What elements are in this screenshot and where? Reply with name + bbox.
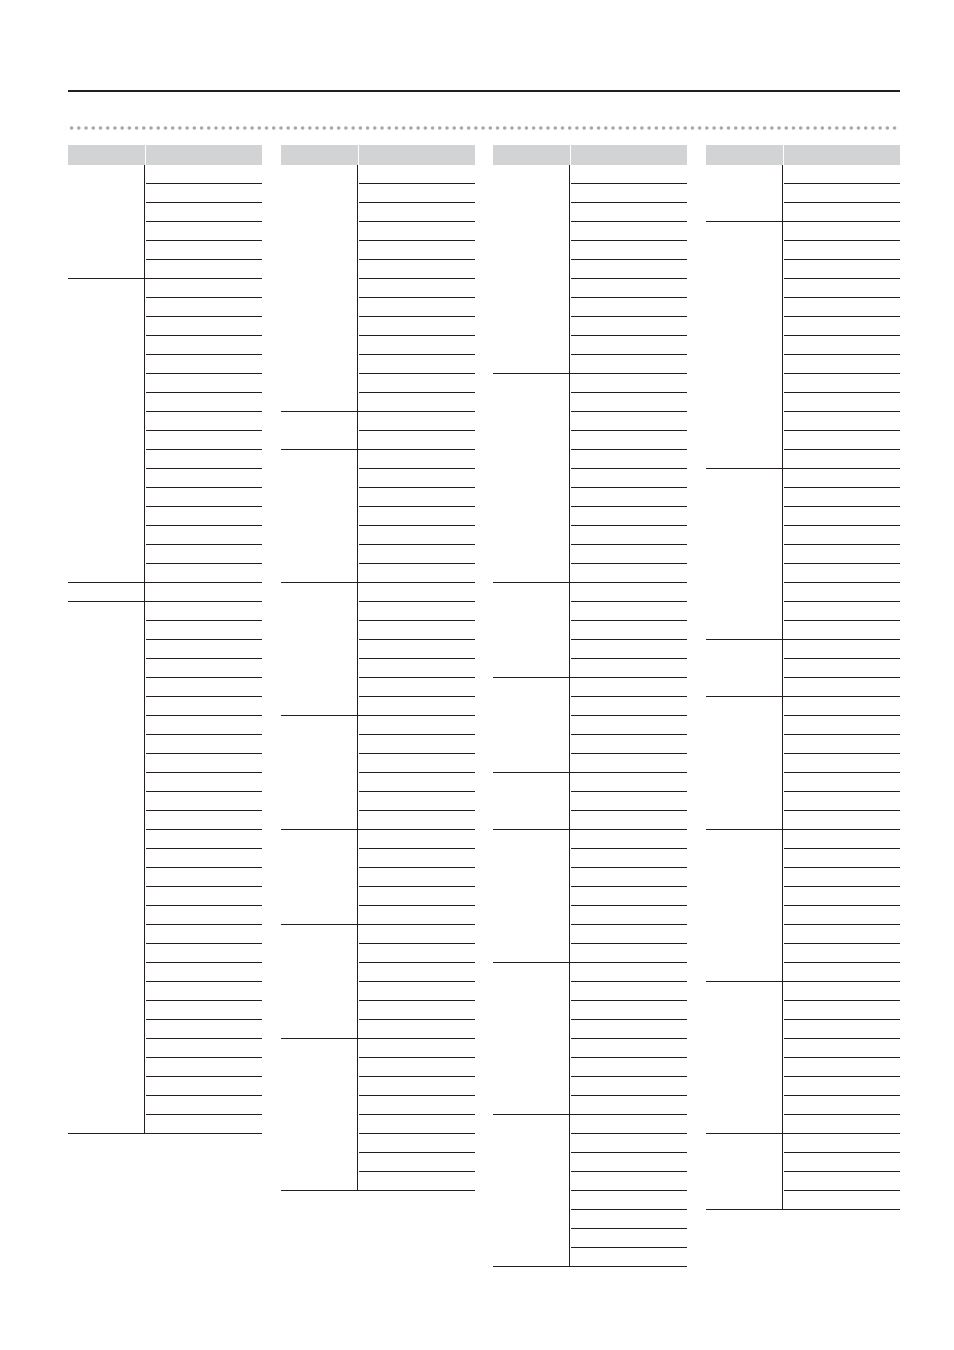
table-cell (571, 735, 687, 754)
table-cell (359, 773, 475, 792)
group-label (706, 830, 783, 981)
table-cell (571, 906, 687, 925)
table-cell (359, 811, 475, 830)
table-cell (146, 697, 262, 716)
table-cell (146, 431, 262, 450)
row-group (281, 165, 475, 412)
table-cell (784, 184, 900, 203)
row-group (493, 830, 687, 963)
row-group (281, 450, 475, 583)
table-cell (146, 203, 262, 222)
table-header (281, 145, 475, 165)
table-cell (571, 412, 687, 431)
table-cell (359, 1001, 475, 1020)
group-label (281, 450, 358, 582)
table-cell (571, 792, 687, 811)
table-cell (146, 184, 262, 203)
row-group (706, 830, 900, 982)
table-cell (571, 621, 687, 640)
table-cell (359, 1039, 475, 1058)
table-cell (359, 374, 475, 393)
table-cell (146, 963, 262, 982)
table-cell (784, 1191, 900, 1210)
table-cell (784, 944, 900, 963)
table-cell (571, 944, 687, 963)
table-cell (359, 621, 475, 640)
table-cell (571, 1153, 687, 1172)
group-label (706, 165, 783, 221)
table-cell (146, 773, 262, 792)
table-cell (571, 488, 687, 507)
table-cell (571, 469, 687, 488)
table-cell (784, 1096, 900, 1115)
row-group (706, 165, 900, 222)
table-cell (784, 716, 900, 735)
table-cell (571, 602, 687, 621)
table-cell (146, 887, 262, 906)
table-cell (571, 317, 687, 336)
table-cell (571, 526, 687, 545)
row-group (706, 640, 900, 697)
row-group (281, 1039, 475, 1191)
table-cell (571, 849, 687, 868)
header-separator (145, 145, 146, 165)
table-cell (571, 431, 687, 450)
table-cell (784, 849, 900, 868)
table-cell (571, 355, 687, 374)
row-group (706, 697, 900, 830)
table-body (68, 165, 262, 1134)
table-cell (571, 697, 687, 716)
table-cell (146, 336, 262, 355)
table-cell (784, 963, 900, 982)
table-cell (784, 621, 900, 640)
group-label (281, 716, 358, 829)
table-cell (784, 640, 900, 659)
table-1 (68, 145, 262, 1134)
table-cell (784, 773, 900, 792)
table-cell (146, 469, 262, 488)
table-cell (359, 944, 475, 963)
row-group (493, 165, 687, 374)
table-cell (784, 1020, 900, 1039)
table-cell (571, 868, 687, 887)
group-label (493, 374, 570, 582)
table-cell (784, 412, 900, 431)
row-group (706, 1134, 900, 1210)
table-cell (784, 1077, 900, 1096)
table-cell (571, 925, 687, 944)
table-cell (784, 792, 900, 811)
table-cell (359, 165, 475, 184)
table-cell (146, 678, 262, 697)
table-cell (146, 868, 262, 887)
table-cell (146, 1096, 262, 1115)
table-cell (359, 640, 475, 659)
table-cell (571, 336, 687, 355)
table-cell (571, 1115, 687, 1134)
table-cell (784, 222, 900, 241)
table-cell (359, 355, 475, 374)
row-group (493, 963, 687, 1115)
table-cell (359, 564, 475, 583)
table-cell (784, 393, 900, 412)
table-cell (571, 640, 687, 659)
table-cell (146, 317, 262, 336)
group-label (281, 1039, 358, 1190)
table-cell (146, 716, 262, 735)
table-cell (571, 773, 687, 792)
table-cell (784, 1172, 900, 1191)
row-group (706, 982, 900, 1134)
table-cell (784, 374, 900, 393)
table-cell (359, 203, 475, 222)
table-cell (571, 1210, 687, 1229)
header-rule (68, 90, 900, 92)
table-cell (146, 165, 262, 184)
table-body (706, 165, 900, 1210)
group-label (493, 165, 570, 373)
table-cell (359, 678, 475, 697)
group-label (281, 583, 358, 715)
table-cell (571, 241, 687, 260)
table-cell (571, 1096, 687, 1115)
table-cell (146, 241, 262, 260)
table-cell (784, 906, 900, 925)
table-cell (359, 1096, 475, 1115)
row-group (68, 279, 262, 583)
table-cell (146, 811, 262, 830)
table-cell (146, 1020, 262, 1039)
table-cell (784, 1134, 900, 1153)
group-label (281, 412, 358, 449)
row-group (68, 602, 262, 1134)
table-body (493, 165, 687, 1267)
group-label (281, 165, 358, 411)
table-cell (146, 393, 262, 412)
table-cell (359, 507, 475, 526)
row-group (493, 678, 687, 773)
table-cell (571, 678, 687, 697)
group-label (281, 925, 358, 1038)
table-cell (359, 1058, 475, 1077)
group-label (493, 773, 570, 829)
header-separator (783, 145, 784, 165)
table-cell (146, 1058, 262, 1077)
table-cell (146, 640, 262, 659)
table-cell (359, 526, 475, 545)
table-cell (784, 754, 900, 773)
table-cell (146, 507, 262, 526)
row-group (68, 165, 262, 279)
table-cell (146, 488, 262, 507)
table-cell (571, 1172, 687, 1191)
table-cell (784, 811, 900, 830)
group-label (706, 697, 783, 829)
table-cell (784, 488, 900, 507)
table-cell (784, 336, 900, 355)
table-cell (359, 431, 475, 450)
table-cell (784, 241, 900, 260)
table-cell (146, 1115, 262, 1134)
table-cell (146, 621, 262, 640)
table-cell (359, 830, 475, 849)
group-label (706, 640, 783, 696)
table-cell (359, 982, 475, 1001)
table-cell (146, 526, 262, 545)
table-cell (571, 203, 687, 222)
table-cell (571, 260, 687, 279)
table-cell (146, 374, 262, 393)
table-cell (359, 583, 475, 602)
table-cell (571, 507, 687, 526)
table-cell (571, 450, 687, 469)
table-cell (146, 298, 262, 317)
table-2 (281, 145, 475, 1191)
table-cell (784, 298, 900, 317)
row-group (281, 925, 475, 1039)
table-cell (359, 184, 475, 203)
table-cell (571, 811, 687, 830)
table-cell (784, 279, 900, 298)
table-cell (359, 697, 475, 716)
row-group (493, 1115, 687, 1267)
table-cell (359, 222, 475, 241)
table-cell (784, 165, 900, 184)
group-label (68, 165, 145, 278)
table-cell (146, 545, 262, 564)
table-cell (146, 583, 262, 602)
row-group (493, 583, 687, 678)
group-label (68, 279, 145, 582)
table-cell (571, 982, 687, 1001)
table-cell (359, 488, 475, 507)
table-cell (359, 1172, 475, 1191)
table-cell (784, 602, 900, 621)
table-cell (784, 697, 900, 716)
group-label (493, 678, 570, 772)
table-cell (359, 450, 475, 469)
row-group (493, 773, 687, 830)
table-cell (359, 279, 475, 298)
table-cell (359, 602, 475, 621)
table-cell (784, 868, 900, 887)
group-label (493, 1115, 570, 1266)
table-cell (784, 431, 900, 450)
table-cell (146, 355, 262, 374)
header-separator (358, 145, 359, 165)
table-cell (359, 963, 475, 982)
table-cell (146, 982, 262, 1001)
table-cell (359, 659, 475, 678)
table-cell (146, 564, 262, 583)
table-cell (146, 849, 262, 868)
group-label (493, 830, 570, 962)
table-cell (146, 735, 262, 754)
table-cell (571, 393, 687, 412)
table-cell (784, 1058, 900, 1077)
table-cell (146, 222, 262, 241)
table-cell (359, 887, 475, 906)
table-cell (784, 260, 900, 279)
table-cell (359, 260, 475, 279)
group-label (706, 469, 783, 639)
table-cell (359, 1020, 475, 1039)
table-cell (784, 450, 900, 469)
table-cell (359, 716, 475, 735)
table-cell (359, 1134, 475, 1153)
table-cell (784, 1001, 900, 1020)
table-cell (571, 754, 687, 773)
table-cell (571, 545, 687, 564)
table-body (281, 165, 475, 1191)
table-cell (359, 336, 475, 355)
table-cell (146, 944, 262, 963)
table-cell (571, 374, 687, 393)
table-header (493, 145, 687, 165)
table-cell (359, 241, 475, 260)
table-cell (571, 279, 687, 298)
table-cell (571, 298, 687, 317)
table-cell (146, 1039, 262, 1058)
table-cell (571, 184, 687, 203)
table-cell (784, 317, 900, 336)
table-cell (146, 1001, 262, 1020)
table-header (68, 145, 262, 165)
table-cell (146, 792, 262, 811)
table-cell (146, 906, 262, 925)
table-cell (571, 1134, 687, 1153)
table-cell (784, 830, 900, 849)
table-cell (359, 393, 475, 412)
table-3 (493, 145, 687, 1267)
table-cell (784, 925, 900, 944)
row-group (281, 830, 475, 925)
table-cell (146, 659, 262, 678)
table-cell (571, 963, 687, 982)
group-label (68, 602, 145, 1133)
table-cell (784, 887, 900, 906)
table-cell (784, 1039, 900, 1058)
group-label (706, 222, 783, 468)
table-cell (784, 659, 900, 678)
table-cell (571, 830, 687, 849)
table-cell (359, 906, 475, 925)
table-header (706, 145, 900, 165)
group-label (706, 982, 783, 1133)
table-cell (359, 469, 475, 488)
table-cell (359, 754, 475, 773)
table-cell (146, 260, 262, 279)
table-cell (359, 1115, 475, 1134)
table-cell (571, 583, 687, 602)
table-cell (359, 298, 475, 317)
table-4 (706, 145, 900, 1210)
table-cell (571, 1020, 687, 1039)
table-cell (784, 678, 900, 697)
row-group (493, 374, 687, 583)
table-cell (146, 830, 262, 849)
table-cell (146, 412, 262, 431)
table-cell (571, 1077, 687, 1096)
table-cell (784, 469, 900, 488)
table-cell (359, 412, 475, 431)
table-cell (359, 868, 475, 887)
group-label (706, 1134, 783, 1209)
table-cell (784, 526, 900, 545)
table-cell (359, 1077, 475, 1096)
row-group (68, 583, 262, 602)
table-cell (571, 1191, 687, 1210)
table-cell (571, 1229, 687, 1248)
table-cell (571, 716, 687, 735)
table-cell (359, 317, 475, 336)
table-cell (359, 1153, 475, 1172)
table-cell (784, 355, 900, 374)
group-label (493, 963, 570, 1114)
table-cell (571, 222, 687, 241)
table-cell (146, 602, 262, 621)
table-cell (784, 982, 900, 1001)
table-cell (146, 279, 262, 298)
table-cell (146, 1077, 262, 1096)
table-cell (571, 564, 687, 583)
table-cell (784, 507, 900, 526)
table-cell (359, 925, 475, 944)
group-label (68, 583, 145, 601)
table-cell (359, 545, 475, 564)
table-cell (784, 1115, 900, 1134)
table-cell (146, 450, 262, 469)
table-cell (359, 849, 475, 868)
table-cell (784, 735, 900, 754)
table-cell (784, 583, 900, 602)
group-label (281, 830, 358, 924)
table-cell (784, 564, 900, 583)
table-cell (146, 754, 262, 773)
row-group (706, 222, 900, 469)
table-cell (359, 735, 475, 754)
table-cell (571, 887, 687, 906)
dotted-divider (68, 126, 900, 130)
table-cell (571, 659, 687, 678)
row-group (281, 412, 475, 450)
table-cell (784, 1153, 900, 1172)
group-label (493, 583, 570, 677)
table-cell (784, 545, 900, 564)
table-cell (571, 1248, 687, 1267)
table-cell (571, 1001, 687, 1020)
table-cell (784, 203, 900, 222)
row-group (706, 469, 900, 640)
header-separator (570, 145, 571, 165)
table-cell (146, 925, 262, 944)
table-cell (571, 1039, 687, 1058)
row-group (281, 583, 475, 716)
row-group (281, 716, 475, 830)
table-cell (571, 1058, 687, 1077)
table-cell (359, 792, 475, 811)
table-cell (571, 165, 687, 184)
